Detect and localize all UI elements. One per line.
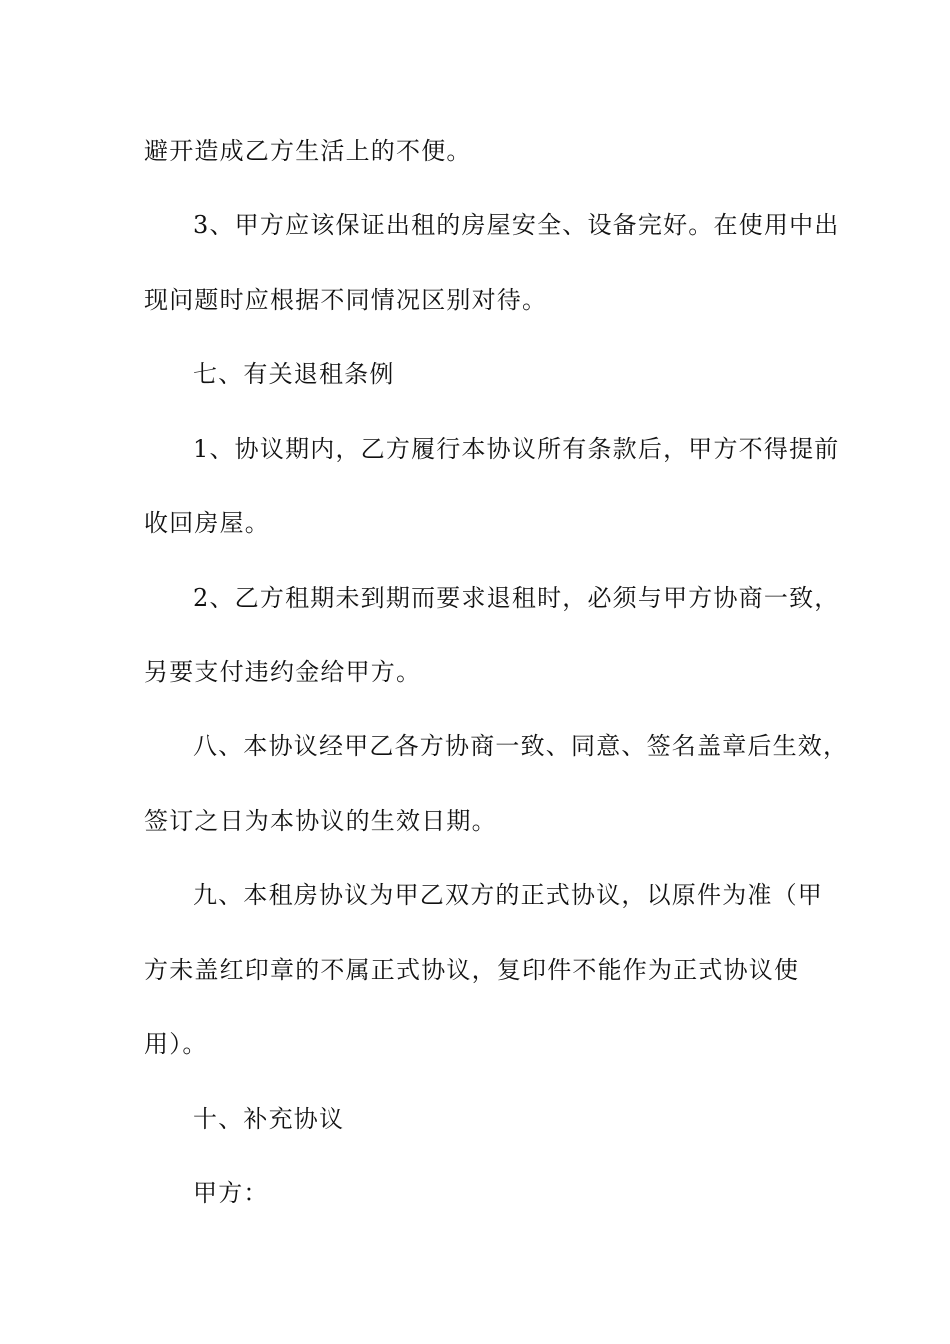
section-eight-text: 八、本协议经甲乙各方协商一致、同意、签名盖章后生效，	[193, 732, 849, 760]
section-ten-heading: 十、补充协议	[193, 1105, 345, 1133]
section-nine-continued-2: 用）。	[144, 1030, 208, 1058]
section-nine-continued-1: 方未盖红印章的不属正式协议，复印件不能作为正式协议使	[144, 956, 800, 984]
section-nine-text: 九、本租房协议为甲乙双方的正式协议，以原件为准（甲	[193, 881, 823, 909]
clause-3-continued: 现问题时应根据不同情况区别对待。	[144, 286, 548, 314]
clause-3-text: 3、甲方应该保证出租的房屋安全、设备完好。在使用中出	[193, 211, 840, 239]
section-seven-heading: 七、有关退租条例	[193, 360, 395, 388]
clause-2-text: 2、乙方租期未到期而要求退租时，必须与甲方协商一致，	[193, 584, 840, 612]
clause-2-continued: 另要支付违约金给甲方。	[144, 658, 422, 686]
party-a-label: 甲方：	[193, 1179, 269, 1207]
text-line-1: 避开造成乙方生活上的不便。	[144, 137, 472, 165]
clause-1-continued: 收回房屋。	[144, 509, 270, 537]
section-eight-continued: 签订之日为本协议的生效日期。	[144, 807, 497, 835]
clause-1-text: 1、协议期内，乙方履行本协议所有条款后，甲方不得提前	[193, 435, 840, 463]
